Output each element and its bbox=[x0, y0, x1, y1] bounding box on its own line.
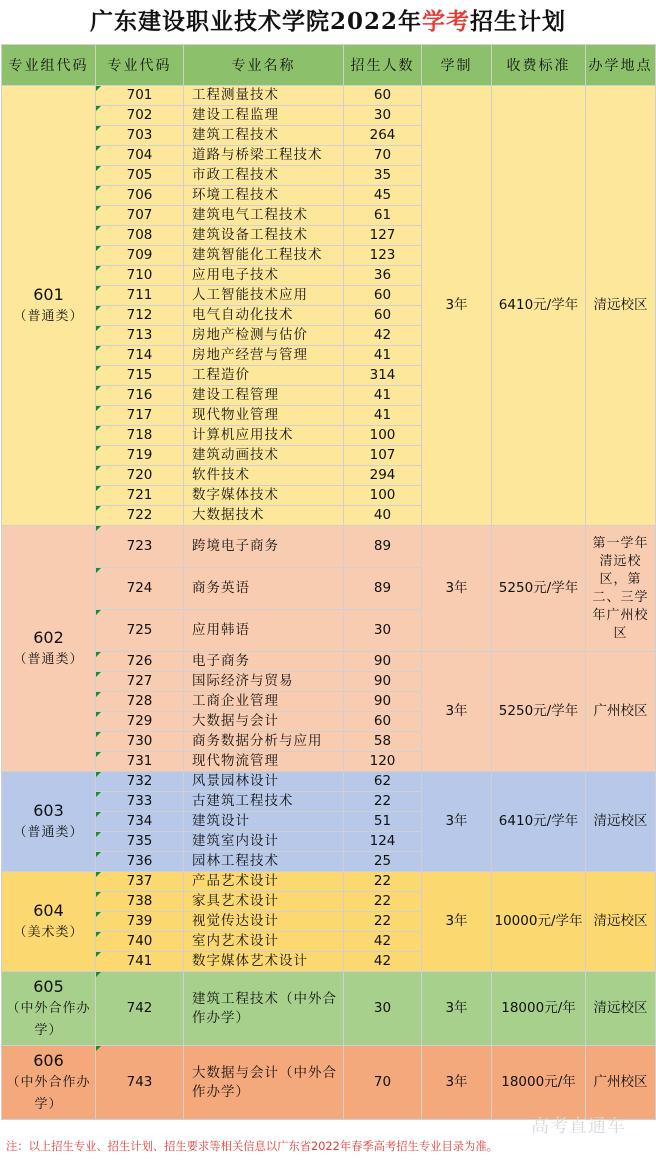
enrollment-count: 264 bbox=[344, 126, 422, 146]
group-category: （中外合作办学） bbox=[6, 1000, 91, 1038]
enrollment-count: 60 bbox=[344, 86, 422, 106]
table-row bbox=[2, 772, 656, 792]
major-code: 716 bbox=[96, 386, 184, 406]
major-name: 道路与桥梁工程技术 bbox=[184, 146, 344, 166]
major-code: 728 bbox=[96, 692, 184, 712]
major-code: 719 bbox=[96, 446, 184, 466]
major-name: 市政工程技术 bbox=[184, 166, 344, 186]
major-code: 708 bbox=[96, 226, 184, 246]
fee-cell: 5250元/学年 bbox=[492, 526, 586, 652]
enrollment-count: 41 bbox=[344, 346, 422, 366]
enrollment-count: 42 bbox=[344, 326, 422, 346]
enrollment-count: 51 bbox=[344, 812, 422, 832]
major-code: 731 bbox=[96, 752, 184, 772]
major-code: 733 bbox=[96, 792, 184, 812]
enrollment-count: 61 bbox=[344, 206, 422, 226]
location-cell: 清远校区 bbox=[586, 872, 656, 972]
major-code: 715 bbox=[96, 366, 184, 386]
group-code: 603 bbox=[33, 800, 64, 820]
enrollment-count: 40 bbox=[344, 506, 422, 526]
fee-cell: 5250元/学年 bbox=[492, 652, 586, 772]
enrollment-count: 62 bbox=[344, 772, 422, 792]
major-code: 703 bbox=[96, 126, 184, 146]
duration-cell: 3年 bbox=[422, 86, 492, 526]
location-cell: 清远校区 bbox=[586, 972, 656, 1046]
major-name: 计算机应用技术 bbox=[184, 426, 344, 446]
enrollment-plan-table bbox=[1, 44, 656, 1120]
major-name: 古建筑工程技术 bbox=[184, 792, 344, 812]
duration-cell: 3年 bbox=[422, 1046, 492, 1120]
table-row bbox=[2, 1046, 656, 1120]
table-row bbox=[2, 972, 656, 1046]
enrollment-count: 22 bbox=[344, 912, 422, 932]
enrollment-count: 70 bbox=[344, 146, 422, 166]
location-cell: 广州校区 bbox=[586, 652, 656, 772]
major-code: 742 bbox=[96, 972, 184, 1046]
group-category: （中外合作办学） bbox=[6, 1074, 91, 1112]
major-code: 740 bbox=[96, 932, 184, 952]
major-name: 建筑智能化工程技术 bbox=[184, 246, 344, 266]
group-code: 606 bbox=[33, 1050, 64, 1070]
major-code: 707 bbox=[96, 206, 184, 226]
enrollment-count: 90 bbox=[344, 652, 422, 672]
major-name: 人工智能技术应用 bbox=[184, 286, 344, 306]
major-code: 710 bbox=[96, 266, 184, 286]
major-name: 建设工程监理 bbox=[184, 106, 344, 126]
enrollment-count: 22 bbox=[344, 872, 422, 892]
group-cell-g606 bbox=[2, 1046, 96, 1120]
enrollment-count: 41 bbox=[344, 386, 422, 406]
group-category: （美术类） bbox=[13, 924, 84, 940]
major-name: 室内艺术设计 bbox=[184, 932, 344, 952]
group-category: （普通类） bbox=[13, 824, 84, 840]
group-code: 602 bbox=[33, 627, 64, 647]
major-code: 722 bbox=[96, 506, 184, 526]
major-code: 739 bbox=[96, 912, 184, 932]
major-name: 建筑工程技术（中外合作办学） bbox=[184, 972, 344, 1046]
major-code: 737 bbox=[96, 872, 184, 892]
major-name: 房地产检测与估价 bbox=[184, 326, 344, 346]
major-name: 建设工程管理 bbox=[184, 386, 344, 406]
fee-cell: 6410元/学年 bbox=[492, 86, 586, 526]
major-code: 736 bbox=[96, 852, 184, 872]
enrollment-count: 36 bbox=[344, 266, 422, 286]
major-name: 电子商务 bbox=[184, 652, 344, 672]
major-code: 720 bbox=[96, 466, 184, 486]
major-name: 建筑设计 bbox=[184, 812, 344, 832]
major-name: 环境工程技术 bbox=[184, 186, 344, 206]
major-code: 718 bbox=[96, 426, 184, 446]
major-code: 706 bbox=[96, 186, 184, 206]
enrollment-count: 90 bbox=[344, 692, 422, 712]
enrollment-count: 30 bbox=[344, 972, 422, 1046]
enrollment-count: 58 bbox=[344, 732, 422, 752]
table-row bbox=[2, 86, 656, 106]
major-code: 738 bbox=[96, 892, 184, 912]
major-name: 商务英语 bbox=[184, 568, 344, 610]
major-name: 现代物业管理 bbox=[184, 406, 344, 426]
major-code: 701 bbox=[96, 86, 184, 106]
major-name: 应用电子技术 bbox=[184, 266, 344, 286]
enrollment-count: 294 bbox=[344, 466, 422, 486]
enrollment-count: 70 bbox=[344, 1046, 422, 1120]
table-header-row bbox=[2, 45, 656, 86]
location-cell: 第一学年清远校区，第二、三学年广州校区 bbox=[586, 526, 656, 652]
group-cell-g601 bbox=[2, 86, 96, 526]
major-name: 大数据与会计 bbox=[184, 712, 344, 732]
major-name: 工程造价 bbox=[184, 366, 344, 386]
major-name: 风景园林设计 bbox=[184, 772, 344, 792]
major-code: 702 bbox=[96, 106, 184, 126]
group-cell-g605 bbox=[2, 972, 96, 1046]
enrollment-count: 41 bbox=[344, 406, 422, 426]
enrollment-count: 45 bbox=[344, 186, 422, 206]
group-category: （普通类） bbox=[13, 308, 84, 324]
enrollment-count: 35 bbox=[344, 166, 422, 186]
enrollment-count: 30 bbox=[344, 610, 422, 652]
group-cell-g602 bbox=[2, 526, 96, 772]
title-highlight: 学考 bbox=[422, 8, 470, 35]
header-group-code: 专业组代码 bbox=[2, 45, 96, 86]
enrollment-count: 42 bbox=[344, 932, 422, 952]
watermark: 高考直通车 bbox=[531, 1116, 626, 1137]
major-code: 714 bbox=[96, 346, 184, 366]
fee-cell: 6410元/学年 bbox=[492, 772, 586, 872]
major-code: 721 bbox=[96, 486, 184, 506]
enrollment-count: 314 bbox=[344, 366, 422, 386]
group-code: 601 bbox=[33, 284, 64, 304]
major-name: 跨境电子商务 bbox=[184, 526, 344, 568]
enrollment-count: 22 bbox=[344, 792, 422, 812]
header-enrollment: 招生人数 bbox=[344, 45, 422, 86]
duration-cell: 3年 bbox=[422, 972, 492, 1046]
major-code: 729 bbox=[96, 712, 184, 732]
enrollment-count: 60 bbox=[344, 712, 422, 732]
major-name: 工程测量技术 bbox=[184, 86, 344, 106]
header-major-name: 专业名称 bbox=[184, 45, 344, 86]
major-code: 727 bbox=[96, 672, 184, 692]
enrollment-count: 107 bbox=[344, 446, 422, 466]
location-cell: 清远校区 bbox=[586, 86, 656, 526]
duration-cell: 3年 bbox=[422, 652, 492, 772]
major-name: 园林工程技术 bbox=[184, 852, 344, 872]
enrollment-count: 89 bbox=[344, 568, 422, 610]
major-name: 建筑电气工程技术 bbox=[184, 206, 344, 226]
enrollment-count: 42 bbox=[344, 952, 422, 972]
major-code: 732 bbox=[96, 772, 184, 792]
major-code: 712 bbox=[96, 306, 184, 326]
enrollment-count: 90 bbox=[344, 672, 422, 692]
enrollment-count: 22 bbox=[344, 892, 422, 912]
group-code: 605 bbox=[33, 976, 64, 996]
major-name: 国际经济与贸易 bbox=[184, 672, 344, 692]
location-cell: 清远校区 bbox=[586, 772, 656, 872]
major-code: 704 bbox=[96, 146, 184, 166]
major-code: 723 bbox=[96, 526, 184, 568]
group-code: 604 bbox=[33, 900, 64, 920]
enrollment-count: 30 bbox=[344, 106, 422, 126]
location-cell: 广州校区 bbox=[586, 1046, 656, 1120]
major-name: 电气自动化技术 bbox=[184, 306, 344, 326]
fee-cell: 18000元/年 bbox=[492, 1046, 586, 1120]
footnote: 注：以上招生专业、招生计划、招生要求等相关信息以广东省2022年春季高考招生专业目录为准。 bbox=[6, 1140, 498, 1153]
major-code: 725 bbox=[96, 610, 184, 652]
major-name: 家具艺术设计 bbox=[184, 892, 344, 912]
enrollment-count: 100 bbox=[344, 426, 422, 446]
major-name: 视觉传达设计 bbox=[184, 912, 344, 932]
major-name: 房地产经营与管理 bbox=[184, 346, 344, 366]
major-code: 743 bbox=[96, 1046, 184, 1120]
duration-cell: 3年 bbox=[422, 772, 492, 872]
enrollment-count: 60 bbox=[344, 306, 422, 326]
major-code: 726 bbox=[96, 652, 184, 672]
major-name: 建筑工程技术 bbox=[184, 126, 344, 146]
header-location: 办学地点 bbox=[586, 45, 656, 86]
major-name: 工商企业管理 bbox=[184, 692, 344, 712]
page-title bbox=[0, 0, 656, 44]
major-code: 735 bbox=[96, 832, 184, 852]
group-category: （普通类） bbox=[13, 651, 84, 667]
major-name: 商务数据分析与应用 bbox=[184, 732, 344, 752]
major-name: 数字媒体技术 bbox=[184, 486, 344, 506]
enrollment-count: 60 bbox=[344, 286, 422, 306]
major-code: 713 bbox=[96, 326, 184, 346]
major-code: 709 bbox=[96, 246, 184, 266]
enrollment-count: 100 bbox=[344, 486, 422, 506]
major-name: 大数据与会计（中外合作办学） bbox=[184, 1046, 344, 1120]
group-cell-g603 bbox=[2, 772, 96, 872]
title-text: 广东建设职业技术学院2022年 bbox=[89, 8, 422, 35]
header-major-code: 专业代码 bbox=[96, 45, 184, 86]
enrollment-count: 120 bbox=[344, 752, 422, 772]
major-code: 724 bbox=[96, 568, 184, 610]
major-code: 711 bbox=[96, 286, 184, 306]
major-name: 现代物流管理 bbox=[184, 752, 344, 772]
fee-cell: 10000元/学年 bbox=[492, 872, 586, 972]
enrollment-count: 127 bbox=[344, 226, 422, 246]
duration-cell: 3年 bbox=[422, 872, 492, 972]
major-name: 建筑设备工程技术 bbox=[184, 226, 344, 246]
table-row bbox=[2, 872, 656, 892]
enrollment-count: 123 bbox=[344, 246, 422, 266]
major-code: 705 bbox=[96, 166, 184, 186]
table-row bbox=[2, 526, 656, 568]
enrollment-count: 25 bbox=[344, 852, 422, 872]
group-cell-g604 bbox=[2, 872, 96, 972]
major-name: 大数据技术 bbox=[184, 506, 344, 526]
major-name: 建筑室内设计 bbox=[184, 832, 344, 852]
major-name: 产品艺术设计 bbox=[184, 872, 344, 892]
duration-cell: 3年 bbox=[422, 526, 492, 652]
major-name: 应用韩语 bbox=[184, 610, 344, 652]
major-code: 717 bbox=[96, 406, 184, 426]
major-code: 741 bbox=[96, 952, 184, 972]
major-name: 数字媒体艺术设计 bbox=[184, 952, 344, 972]
title-text-end: 招生计划 bbox=[470, 8, 566, 35]
major-code: 730 bbox=[96, 732, 184, 752]
major-name: 建筑动画技术 bbox=[184, 446, 344, 466]
header-duration: 学制 bbox=[422, 45, 492, 86]
fee-cell: 18000元/年 bbox=[492, 972, 586, 1046]
table-row bbox=[2, 652, 656, 672]
major-name: 软件技术 bbox=[184, 466, 344, 486]
enrollment-count: 124 bbox=[344, 832, 422, 852]
major-code: 734 bbox=[96, 812, 184, 832]
header-fee: 收费标准 bbox=[492, 45, 586, 86]
enrollment-count: 89 bbox=[344, 526, 422, 568]
